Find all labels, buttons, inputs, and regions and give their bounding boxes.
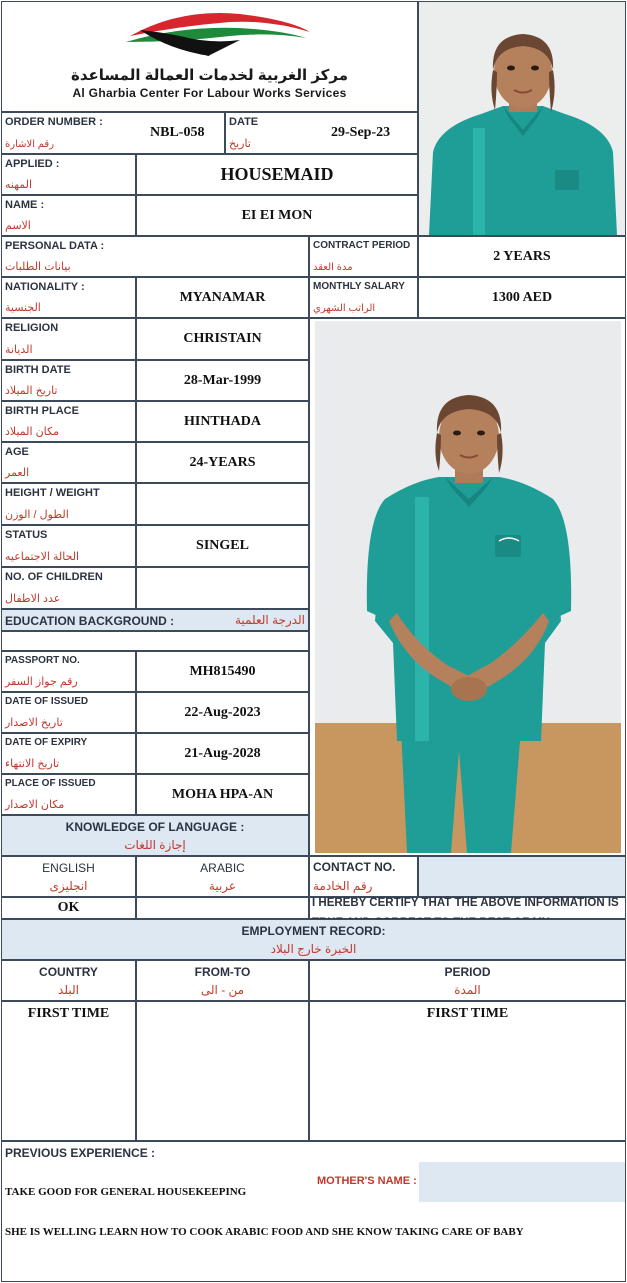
contact-label-cell	[309, 856, 418, 897]
field-label-cell	[1, 774, 136, 815]
from-to-value-cell	[136, 1001, 309, 1141]
employment-label-ar: الخبرة خارج البلاد	[270, 941, 357, 956]
period-header-cell	[309, 960, 626, 1001]
mothers-name-label: MOTHER'S NAME :	[317, 1175, 417, 1187]
previous-experience-line-1: TAKE GOOD FOR GENERAL HOUSEKEEPING	[5, 1186, 247, 1198]
age-label-ar: العمر	[5, 467, 30, 479]
language-label: KNOWLEDGE OF LANGUAGE :	[65, 819, 245, 834]
field-value-cell	[136, 360, 309, 401]
portrait-photo-cell	[418, 1, 626, 236]
nationality-label: NATIONALITY :	[5, 281, 85, 293]
contact-value-cell	[418, 856, 626, 897]
header-logo-cell	[1, 1, 418, 112]
field-value-cell	[136, 692, 309, 733]
issue-place-label: PLACE OF ISSUED	[5, 778, 96, 789]
certify-text: I HEREBY CERTIFY THAT THE ABOVE INFORMATION IS	[312, 897, 619, 909]
org-name-english: Al Gharbia Center For Labour Works Services	[72, 86, 347, 100]
field-label-cell	[1, 567, 136, 609]
name-value-cell	[136, 195, 418, 236]
issue-place-label-ar: مكان الاصدار	[5, 799, 65, 811]
mothers-name-value	[419, 1162, 625, 1202]
arabic-header-cell	[136, 856, 309, 897]
field-value-cell	[136, 733, 309, 774]
arabic-label: ARABIC	[200, 860, 245, 875]
height-weight-label-ar: الطول / الوزن	[5, 509, 69, 521]
previous-experience-line-2: SHE IS WELLING LEARN HOW TO COOK ARABIC FOOD AND SHE KNOW TAKING CARE OF BABY	[5, 1226, 524, 1238]
birth-date-label-ar: تاريخ الميلاد	[5, 385, 58, 397]
monthly-salary-label-ar: الراتب الشهري	[313, 303, 376, 314]
arabic-value	[137, 898, 308, 918]
english-label: ENGLISH	[42, 860, 95, 875]
period-label-ar: المدة	[454, 982, 481, 997]
employment-header-cell	[1, 919, 626, 960]
certify-cell	[309, 897, 626, 919]
issue-date-label: DATE OF ISSUED	[5, 696, 89, 707]
date-label-ar: تاريخ	[229, 138, 251, 150]
issue-date-value: 22-Aug-2023	[184, 704, 261, 720]
date-label: DATE	[229, 116, 259, 128]
previous-experience-cell	[1, 1141, 626, 1282]
field-label-cell	[1, 733, 136, 774]
order-number-label: ORDER NUMBER :	[5, 116, 103, 128]
from-to-label-ar: من - الى	[200, 982, 245, 997]
name-value: EI EI MON	[241, 207, 313, 223]
monthly-salary-value-cell	[418, 277, 626, 318]
english-value: OK	[57, 900, 80, 915]
arabic-value-cell	[136, 897, 309, 919]
org-name-arabic: مركز الغربية لخدمات العمالة المساعدة	[70, 67, 349, 84]
country-header-cell	[1, 960, 136, 1001]
religion-label: RELIGION	[5, 322, 59, 334]
arabic-label-ar: عربية	[208, 878, 237, 893]
monthly-salary-value: 1300 AED	[491, 289, 553, 305]
field-label-cell	[1, 401, 136, 442]
applied-value: HOUSEMAID	[220, 164, 334, 184]
field-label-cell	[1, 651, 136, 692]
field-label-cell	[1, 483, 136, 525]
order-number-cell	[1, 112, 225, 154]
employment-label: EMPLOYMENT RECORD:	[241, 923, 386, 938]
from-to-label: FROM-TO	[194, 964, 251, 979]
field-label-cell	[1, 442, 136, 483]
expiry-date-value: 21-Aug-2028	[184, 745, 261, 761]
full-body-photo-cell	[309, 318, 626, 856]
field-value-cell	[136, 318, 309, 360]
country-label-ar: البلد	[58, 982, 79, 997]
company-logo	[120, 6, 320, 64]
country-label: COUNTRY	[39, 964, 98, 979]
expiry-date-label-ar: تاريخ الانتهاء	[5, 758, 60, 770]
religion-value: CHRISTAIN	[183, 331, 262, 346]
education-value-cell	[1, 631, 309, 651]
order-number-value: NBL-058	[150, 125, 205, 140]
birth-place-label-ar: مكان الميلاد	[5, 426, 60, 438]
portrait-photo	[419, 2, 625, 235]
field-value-cell	[136, 401, 309, 442]
period-value-cell	[309, 1001, 626, 1141]
field-label-cell	[1, 318, 136, 360]
contact-label-ar: رقم الخادمة	[313, 879, 373, 893]
field-label-cell	[1, 525, 136, 567]
birth-date-value: 28-Mar-1999	[183, 372, 262, 388]
personal-data-label-ar: بيانات الطلبات	[5, 261, 71, 273]
field-label-cell	[1, 692, 136, 733]
status-label-ar: الحالة الاجتماعيه	[5, 551, 80, 563]
field-value-cell	[136, 567, 309, 609]
country-value-cell	[1, 1001, 136, 1141]
field-value-cell	[136, 277, 309, 318]
religion-label-ar: الديانة	[5, 344, 33, 356]
contract-period-value: 2 YEARS	[493, 248, 551, 264]
name-label: NAME :	[5, 199, 45, 211]
field-value-cell	[136, 774, 309, 815]
full-body-photo	[315, 321, 621, 853]
field-value-cell	[136, 651, 309, 692]
children-value	[137, 568, 308, 608]
issue-date-label-ar: تاريخ الاصدار	[5, 717, 63, 729]
order-number-label-ar: رقم الاشارة	[5, 139, 55, 150]
status-value: SINGEL	[196, 538, 249, 553]
personal-data-cell	[1, 236, 309, 277]
field-value-cell	[136, 525, 309, 567]
date-cell	[225, 112, 418, 154]
period-label: PERIOD	[444, 964, 491, 979]
passport-no-value: MH815490	[189, 663, 256, 679]
education-label-ar: الدرجة العلمية	[234, 613, 305, 627]
education-cell	[1, 609, 309, 631]
contract-period-value-cell	[418, 236, 626, 277]
monthly-salary-label: MONTHLY SALARY	[313, 281, 405, 292]
personal-data-label: PERSONAL DATA :	[5, 240, 105, 252]
field-value-cell	[136, 442, 309, 483]
field-label-cell	[1, 277, 136, 318]
expiry-date-label: DATE OF EXPIRY	[5, 737, 88, 748]
from-to-header-cell	[136, 960, 309, 1001]
language-label-ar: إجازة اللغات	[124, 837, 186, 852]
children-label: NO. OF CHILDREN	[5, 571, 103, 583]
age-label: AGE	[5, 446, 29, 458]
height-weight-value	[137, 484, 308, 524]
english-header-cell	[1, 856, 136, 897]
nationality-label-ar: الجنسية	[5, 302, 41, 314]
monthly-salary-label-cell	[309, 277, 418, 318]
field-label-cell	[1, 360, 136, 401]
country-value: FIRST TIME	[27, 1006, 110, 1021]
contact-value	[419, 857, 625, 896]
previous-experience-label: PREVIOUS EXPERIENCE :	[5, 1146, 156, 1160]
height-weight-label: HEIGHT / WEIGHT	[5, 487, 100, 499]
applied-value-cell	[136, 154, 418, 195]
name-label-cell	[1, 195, 136, 236]
contract-period-label-ar: مدة العقد	[313, 262, 353, 273]
date-value: 29-Sep-23	[331, 125, 391, 140]
children-label-ar: عدد الاطفال	[5, 593, 61, 605]
name-label-ar: الاسم	[5, 220, 31, 232]
period-value: FIRST TIME	[426, 1006, 509, 1021]
passport-no-label: PASSPORT NO.	[5, 655, 80, 666]
birth-date-label: BIRTH DATE	[5, 364, 71, 376]
nationality-value: MYANAMAR	[179, 289, 266, 305]
education-label: EDUCATION BACKGROUND :	[5, 614, 175, 628]
passport-no-label-ar: رقم جواز السفر	[5, 676, 78, 688]
english-value-cell	[1, 897, 136, 919]
status-label: STATUS	[5, 529, 48, 541]
field-value-cell	[136, 483, 309, 525]
contract-period-label-cell	[309, 236, 418, 277]
contract-period-label: CONTRACT PERIOD	[313, 240, 411, 251]
age-value: 24-YEARS	[189, 454, 256, 470]
applied-label-cell	[1, 154, 136, 195]
birth-place-value: HINTHADA	[183, 413, 261, 429]
contact-label: CONTACT NO.	[313, 860, 396, 874]
language-header-cell	[1, 815, 309, 856]
applied-label: APPLIED :	[5, 158, 60, 170]
issue-place-value: MOHA HPA-AN	[171, 786, 274, 802]
birth-place-label: BIRTH PLACE	[5, 405, 79, 417]
applied-label-ar: المهنه	[5, 179, 33, 191]
english-label-ar: انجليزى	[49, 878, 88, 893]
